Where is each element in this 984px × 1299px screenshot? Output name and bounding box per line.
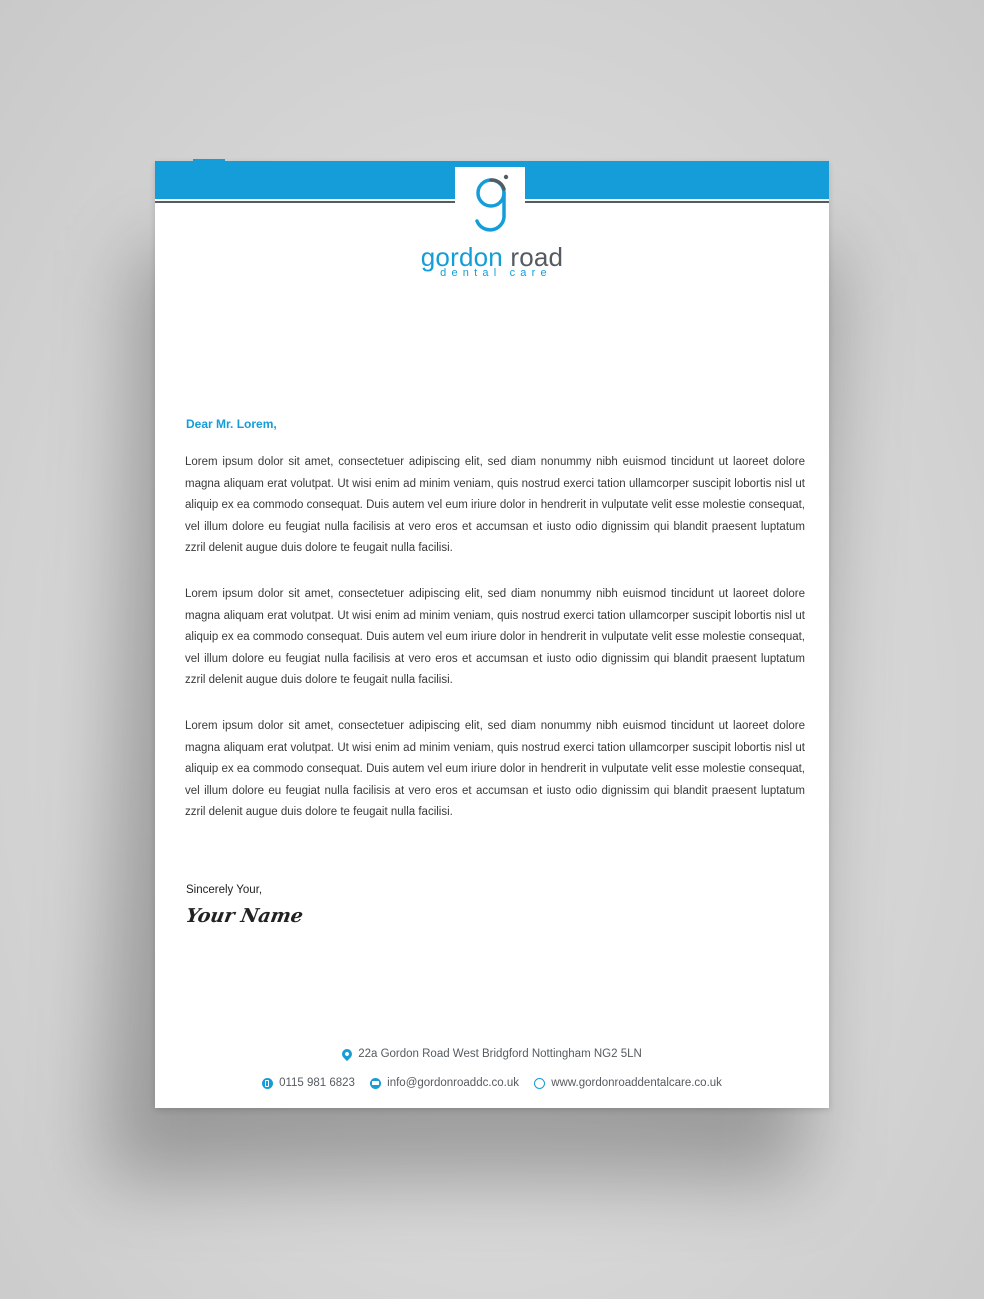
- footer-contacts: [155, 1077, 829, 1092]
- footer-phone: 0115 981 6823: [279, 1077, 355, 1089]
- phone-icon: [262, 1078, 273, 1089]
- letter-paragraph: Lorem ipsum dolor sit amet, consectetuer adipiscing elit, sed diam nonummy nibh euismod tincidunt ut laoreet dolore magna aliquam erat volutpat. Ut wisi enim ad minim veniam, quis nostrud exerci tation ullamcorper suscipit lobortis nisl ut aliquip ex ea commodo consequat. Duis autem vel eum iriure dolor in hendrerit in vulputate velit esse molestie consequat, vel illum dolore eu feugiat nulla facilisis at vero eros et accumsan et iusto odio dignissim qui blandit praesent luptatum zzril delenit augue duis dolore te feugait nulla facilisi.: [185, 720, 805, 818]
- header-tab: [193, 159, 225, 162]
- email-icon: [370, 1078, 381, 1089]
- brand-tagline: dental care: [440, 267, 552, 279]
- footer-website[interactable]: www.gordonroaddentalcare.co.uk: [551, 1077, 722, 1089]
- brand-name-second: road: [510, 242, 564, 272]
- logo-g-mark: [467, 171, 517, 243]
- footer-address-line: [155, 1048, 829, 1062]
- footer-address: 22a Gordon Road West Bridgford Nottingham NG2 5LN: [358, 1048, 642, 1060]
- letter-paragraph: Lorem ipsum dolor sit amet, consectetuer adipiscing elit, sed diam nonummy nibh euismod tincidunt ut laoreet dolore magna aliquam erat volutpat. Ut wisi enim ad minim veniam, quis nostrud exerci tation ullamcorper suscipit lobortis nisl ut aliquip ex ea commodo consequat. Duis autem vel eum iriure dolor in hendrerit in vulputate velit esse molestie consequat, vel illum dolore eu feugiat nulla facilisis at vero eros et accumsan et iusto odio dignissim qui blandit praesent luptatum zzril delenit augue duis dolore te feugait nulla facilisi.: [185, 456, 805, 554]
- letterhead-page: [155, 161, 829, 1108]
- brand-name-first: gordon: [420, 242, 503, 272]
- letter-paragraph: Lorem ipsum dolor sit amet, consectetuer adipiscing elit, sed diam nonummy nibh euismod tincidunt ut laoreet dolore magna aliquam erat volutpat. Ut wisi enim ad minim veniam, quis nostrud exerci tation ullamcorper suscipit lobortis nisl ut aliquip ex ea commodo consequat. Duis autem vel eum iriure dolor in hendrerit in vulputate velit esse molestie consequat, vel illum dolore eu feugiat nulla facilisis at vero eros et accumsan et iusto odio dignissim qui blandit praesent luptatum zzril delenit augue duis dolore te feugait nulla facilisi.: [185, 588, 805, 686]
- letter-closing: Sincerely Your,: [186, 884, 263, 896]
- globe-icon: [534, 1078, 545, 1089]
- signature: Your Name: [184, 905, 305, 927]
- letter-greeting: Dear Mr. Lorem,: [186, 417, 277, 431]
- footer-email[interactable]: info@gordonroaddc.co.uk: [387, 1077, 520, 1089]
- location-pin-icon: [340, 1047, 354, 1061]
